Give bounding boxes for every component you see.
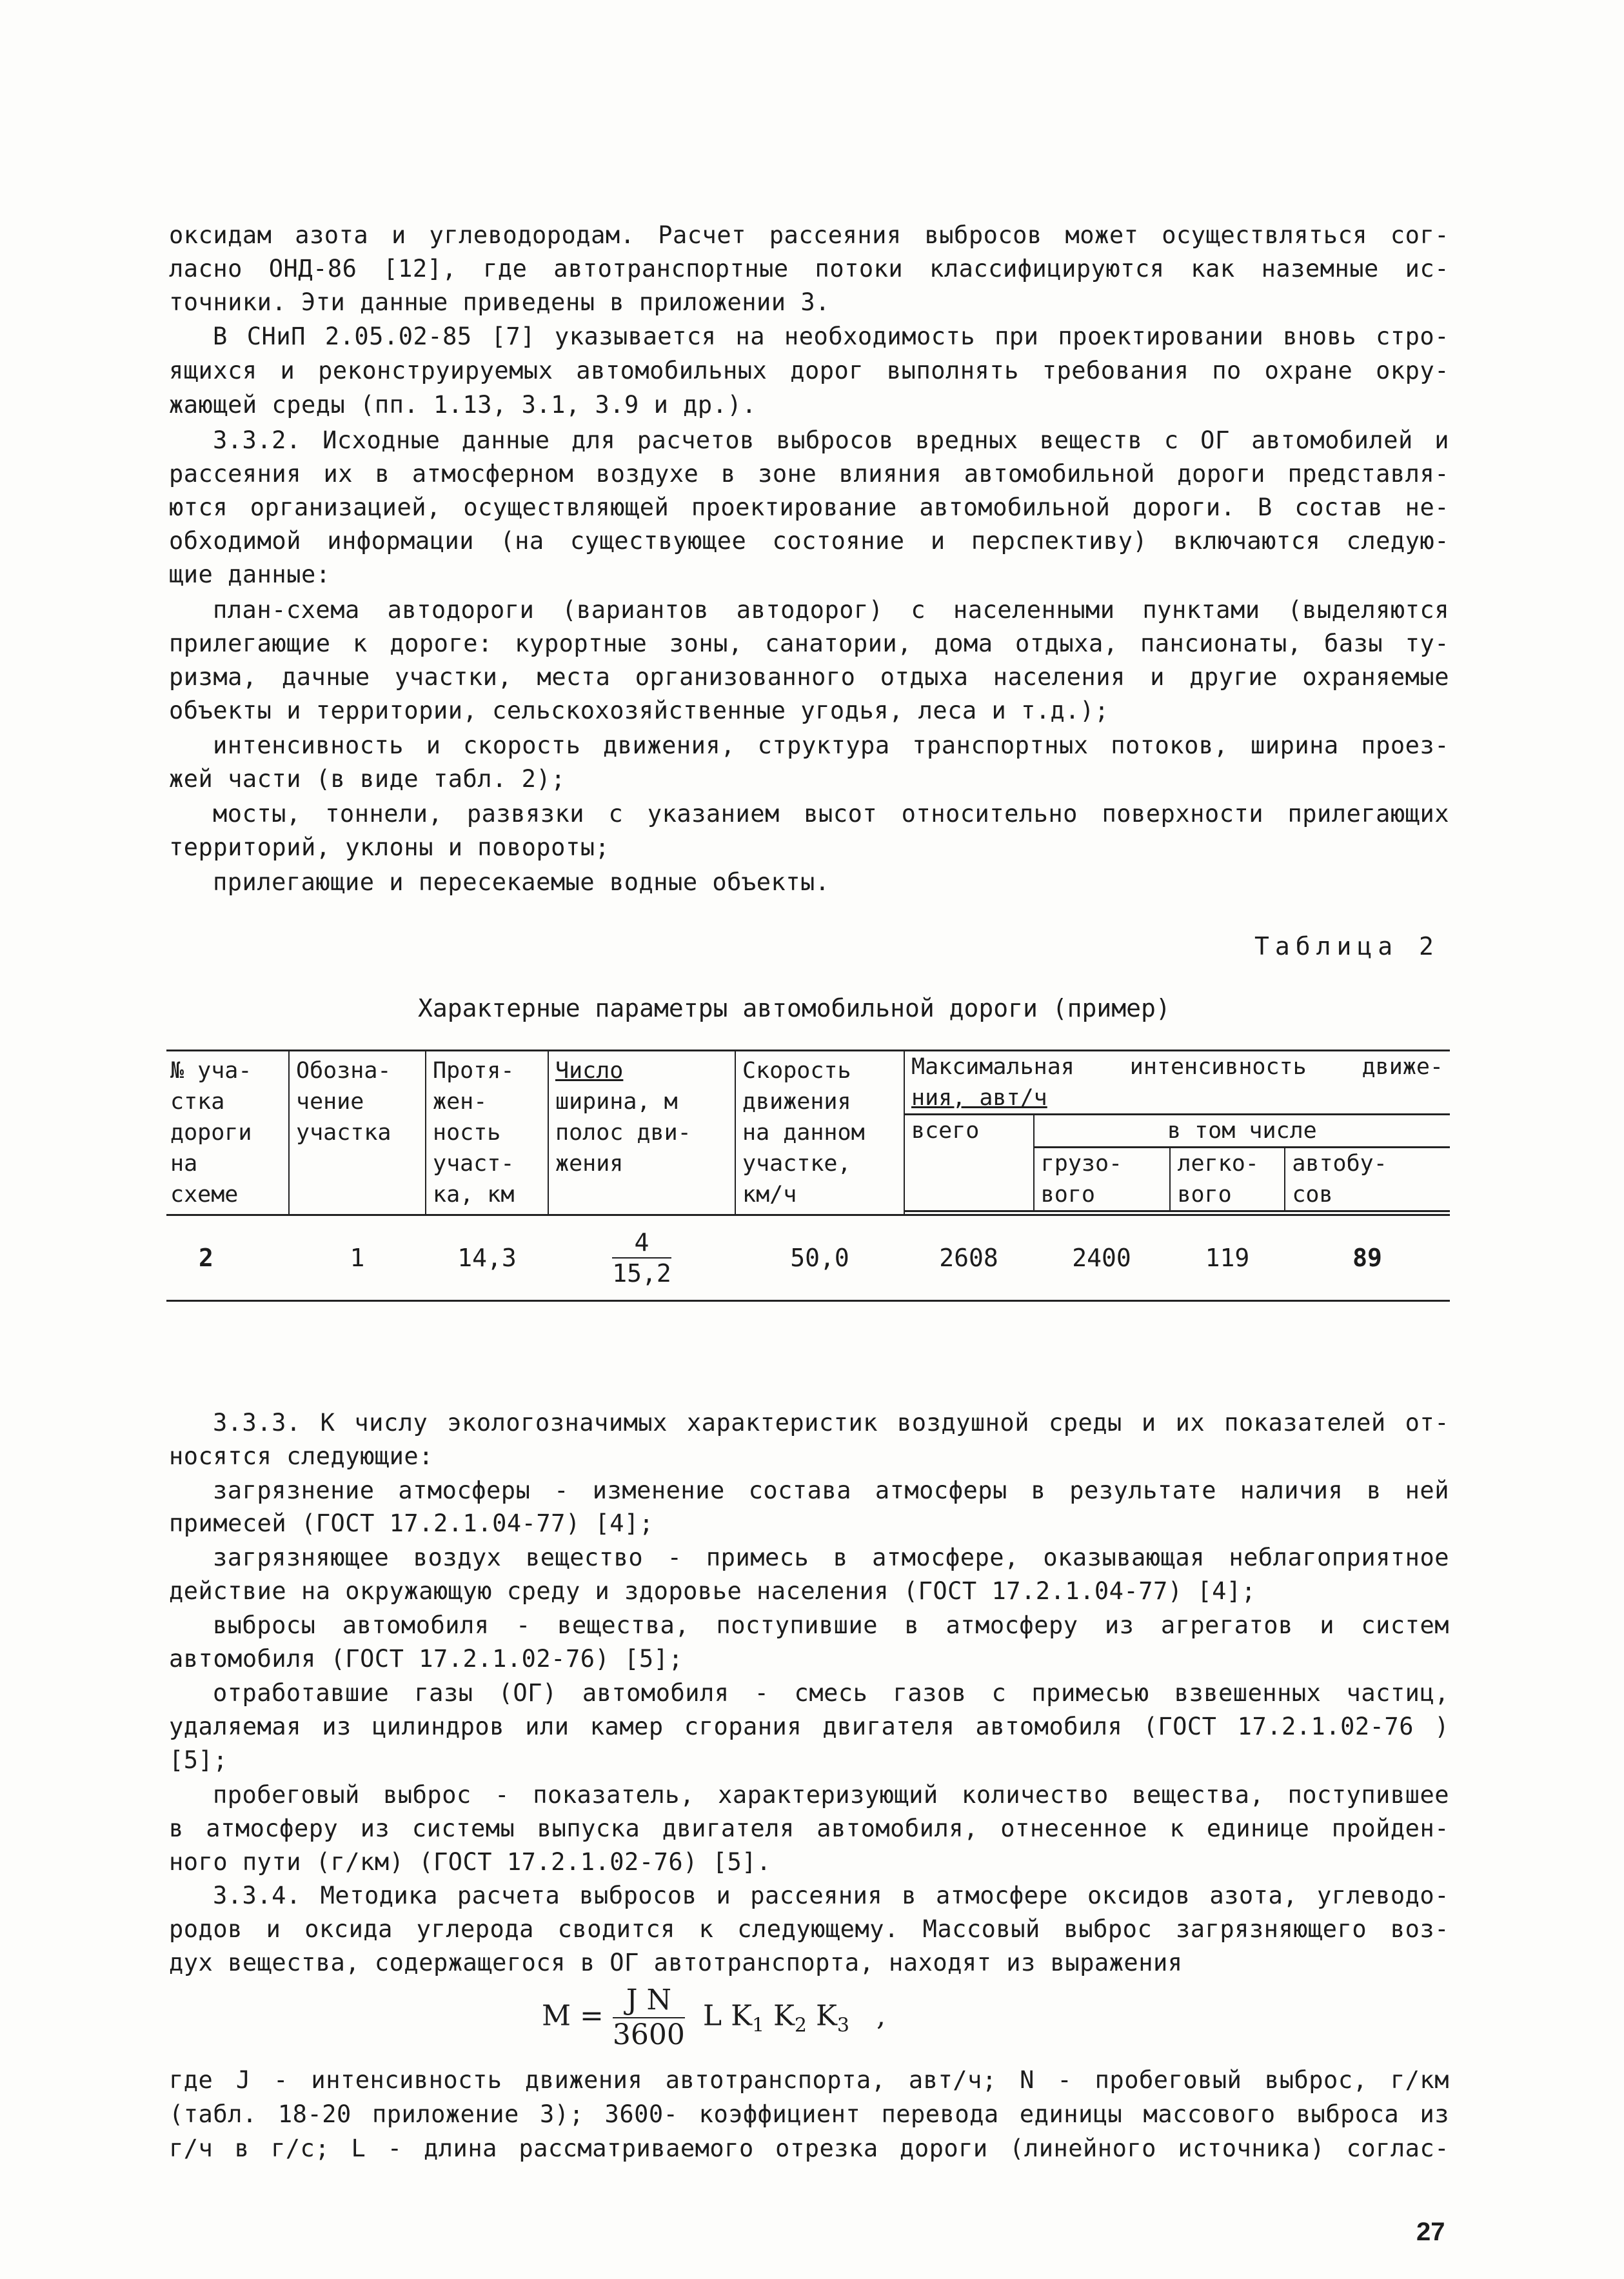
- body-line: пробеговый выброс - показатель, характеризующий количество вещества, поступившее: [213, 1781, 1449, 1809]
- body-line: интенсивность и скорость движения, структура транспортных потоков, ширина проез-: [213, 731, 1449, 759]
- header-car: легко- вого: [1170, 1148, 1285, 1211]
- body-line: в атмосферу из системы выпуска двигателя автомобиля, отнесенное к единице пройден-: [169, 1815, 1449, 1842]
- cell-car: 119: [1205, 1244, 1250, 1272]
- body-line: оксидам азота и углеводородам. Расчет рассеяния выбросов может осуществляться сог-: [169, 221, 1449, 249]
- body-line: ласно ОНД-86 [12], где автотранспортные потоки классифицируются как наземные ис-: [169, 255, 1449, 283]
- body-line: отработавшие газы (ОГ) автомобиля - смесь газов с примесью взвешенных частиц,: [213, 1679, 1449, 1707]
- header-lanes-width: Число ширина, м полос дви- жения: [548, 1051, 735, 1215]
- table-row: [166, 1215, 1450, 1301]
- body-line: прилегающие и пересекаемые водные объекты.: [213, 868, 830, 896]
- body-line: план-схема автодороги (вариантов автодорог) с населенными пунктами (выделяются: [213, 596, 1449, 624]
- body-line: обходимой информации (на существующее состояние и перспективу) включаются следую-: [169, 527, 1449, 555]
- body-line: примесей (ГОСТ 17.2.1.04-77) [4];: [169, 1509, 654, 1537]
- body-line: выбросы автомобиля - вещества, поступившие в атмосферу из агрегатов и систем: [213, 1611, 1449, 1639]
- body-line: жей части (в виде табл. 2);: [169, 765, 566, 793]
- body-line: носятся следующие:: [169, 1442, 433, 1470]
- header-including: в том числе: [1034, 1115, 1450, 1148]
- body-line: жающей среды (пп. 1.13, 3.1, 3.9 и др.).: [169, 391, 757, 419]
- body-line: где J - интенсивность движения автотранспорта, авт/ч; N - пробеговый выброс, г/км: [169, 2066, 1449, 2094]
- header-max-intensity-group: Максимальная интенсивность движе- ния, авт/ч всего в том числе грузо- вого легко- вого автобу- сов: [904, 1051, 1450, 1215]
- body-line: ризма, дачные участки, места организованного отдыха населения и другие охраняемые: [169, 663, 1449, 691]
- body-line: родов и оксида углерода сводится к следующему. Массовый выброс загрязняющего воз-: [169, 1915, 1449, 1943]
- cell-road-number: 2: [199, 1244, 213, 1272]
- body-line: ящихся и реконструируемых автомобильных дорог выполнять требования по охране окру-: [169, 357, 1449, 384]
- table-title: Характерные параметры автомобильной дороги (пример): [418, 994, 1171, 1022]
- header-section-designation: Обозна- чение участка: [289, 1051, 426, 1215]
- body-line: загрязняющее воздух вещество - примесь в атмосфере, оказывающая неблагоприятное: [213, 1544, 1449, 1571]
- cell-total: 2608: [939, 1244, 998, 1272]
- cell-speed: 50,0: [790, 1244, 849, 1272]
- body-line: точники. Эти данные приведены в приложении 3.: [169, 288, 830, 316]
- body-line: дух вещества, содержащегося в ОГ автотранспорта, находят из выражения: [169, 1949, 1183, 1976]
- body-line: удаляемая из цилиндров или камер сгорания двигателя автомобиля (ГОСТ 17.2.1.02-76 ): [169, 1713, 1449, 1740]
- cell-section: 1: [350, 1244, 365, 1272]
- body-line: 3.3.2. Исходные данные для расчетов выбросов вредных веществ с ОГ автомобилей и: [213, 426, 1449, 454]
- body-line: (табл. 18-20 приложение 3); 3600- коэффициент перевода единицы массового выброса из: [169, 2100, 1449, 2128]
- body-line: территорий, уклоны и повороты;: [169, 833, 610, 861]
- table-header-row: [166, 1051, 1450, 1215]
- header-speed: Скорость движения на данном участке, км/ч: [735, 1051, 904, 1215]
- body-line: В СНиП 2.05.02-85 [7] указывается на необходимость при проектировании вновь стро-: [213, 323, 1449, 350]
- body-line: ного пути (г/км) (ГОСТ 17.2.1.02-76) [5].: [169, 1848, 771, 1876]
- header-bus: автобу- сов: [1285, 1148, 1450, 1211]
- body-line: прилегающие к дороге: курортные зоны, санатории, дома отдыха, пансионаты, базы ту-: [169, 630, 1449, 657]
- body-line: действие на окружающую среду и здоровье населения (ГОСТ 17.2.1.04-77) [4];: [169, 1577, 1256, 1605]
- body-line: объекты и территории, сельскохозяйственные угодья, леса и т.д.);: [169, 697, 1109, 724]
- header-length: Протя- жен- ность участ- ка, км: [426, 1051, 548, 1215]
- cell-lanes-width: $\frac{4}{15,2}$: [612, 1228, 671, 1288]
- body-line: щие данные:: [169, 561, 331, 588]
- body-line: [5];: [169, 1746, 228, 1774]
- body-line: мосты, тоннели, развязки с указанием высот относительно поверхности прилегающих: [213, 800, 1449, 828]
- table-label: Таблица 2: [1254, 932, 1440, 960]
- cell-length: 14,3: [457, 1244, 517, 1272]
- body-line: г/ч в г/с; L - длина рассматриваемого отрезка дороги (линейного источника) соглас-: [169, 2135, 1449, 2162]
- header-truck: грузо- вого: [1034, 1148, 1171, 1211]
- body-line: 3.3.4. Методика расчета выбросов и рассеяния в атмосфере оксидов азота, углеводо-: [213, 1882, 1449, 1909]
- page-number: 27: [1416, 2218, 1445, 2246]
- table-bottom-rule: [166, 1301, 1450, 1305]
- body-line: ются организацией, осуществляющей проектирование автомобильной дороги. В состав не-: [169, 493, 1449, 521]
- body-line: загрязнение атмосферы - изменение состава атмосферы в результате наличия в ней: [213, 1477, 1449, 1504]
- body-line: рассеяния их в атмосферном воздухе в зоне влияния автомобильной дороги представля-: [169, 460, 1449, 488]
- header-road-number: № уча- стка дороги на схеме: [166, 1051, 289, 1215]
- mass-emission-formula: M = $\frac{\text{J N}}{3600}$ L $K_1$ $K_2$ $K_3$ ,: [542, 1984, 886, 2051]
- body-line: автомобиля (ГОСТ 17.2.1.02-76) [5];: [169, 1645, 684, 1673]
- cell-bus: 89: [1352, 1244, 1382, 1272]
- header-total: всего: [905, 1115, 1034, 1211]
- cell-truck: 2400: [1072, 1244, 1131, 1272]
- parameters-table: [166, 1050, 1450, 1304]
- body-line: 3.3.3. К числу экологозначимых характеристик воздушной среды и их показателей от-: [213, 1409, 1449, 1437]
